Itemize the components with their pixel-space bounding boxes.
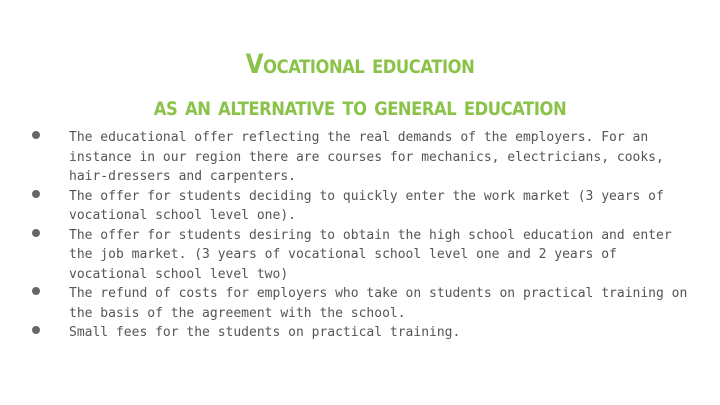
bullet-list xyxy=(32,128,692,343)
bullet-text: Small fees for the students on practical training. xyxy=(69,325,461,340)
bullet-dot-icon xyxy=(32,326,40,334)
bullet-item xyxy=(32,323,692,343)
bullet-item xyxy=(32,284,692,323)
bullet-dot-icon xyxy=(32,229,40,237)
bullet-text: The refund of costs for employers who take on students on practical training on the basis of the agreement with the school. xyxy=(69,286,688,321)
slide-title-line-2: as an alternative to general education xyxy=(153,91,567,123)
bullet-dot-icon xyxy=(32,190,40,198)
bullet-dot-icon xyxy=(32,131,40,139)
bullet-text: The offer for students deciding to quickly enter the work market (3 years of vocational school level one). xyxy=(69,188,664,223)
slide-title xyxy=(50,44,669,128)
bullet-item xyxy=(32,128,692,187)
slide-title-line-1: Vocational education xyxy=(245,49,475,81)
bullet-text: The educational offer reflecting the real demands of the employers. For an instance in our region there are courses for mechanics, electricians, cooks, hair-dressers and carpenters. xyxy=(69,130,664,184)
bullet-dot-icon xyxy=(32,287,40,295)
bullet-item xyxy=(32,226,692,285)
bullet-item xyxy=(32,187,692,226)
bullet-text: The offer for students desiring to obtain the high school education and enter the job market. (3 years of vocational school level one and 2 years of vocational school level two) xyxy=(69,227,672,282)
